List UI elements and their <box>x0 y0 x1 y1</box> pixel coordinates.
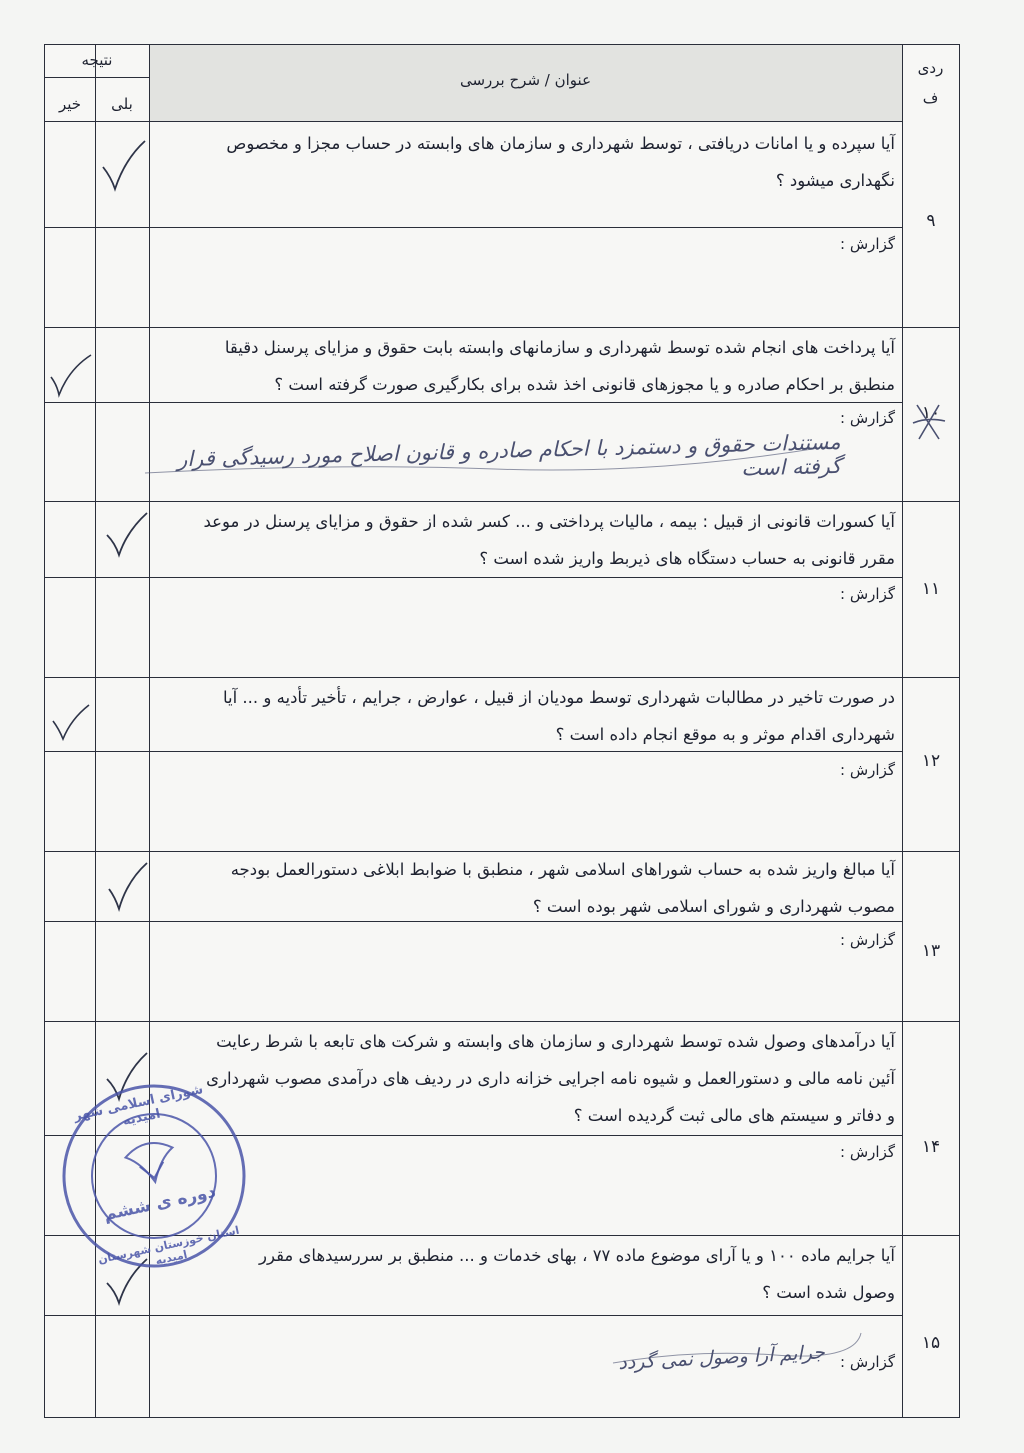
row-number-9: ۹ <box>926 211 936 231</box>
question-line: وصول شده است ؟ <box>762 1283 895 1302</box>
question-text-12 <box>157 679 895 753</box>
question-text-10 <box>157 329 895 403</box>
title-column-header: عنوان / شرح بررسی <box>459 71 592 89</box>
stamp-text-bottom: استان خوزستان شهرستان امیدیه <box>96 1223 241 1268</box>
report-label-11: گزارش : <box>840 585 895 603</box>
handwritten-report-note-15: جرایم آرا وصول نمی گردد <box>617 1341 826 1375</box>
report-label-10: گزارش : <box>840 409 895 427</box>
checkmark-icon <box>103 509 149 559</box>
row-10-bottom-line <box>45 501 959 502</box>
report-label-14: گزارش : <box>840 1143 895 1161</box>
question-line: در صورت تاخیر در مطالبات شهرداری توسط مودیان از قبیل ، عوارض ، جرایم ، تأخیر تأدیه و ... آیا <box>222 688 895 707</box>
row-number-13: ۱۳ <box>921 941 941 961</box>
row-15-divider <box>45 1315 902 1316</box>
report-label-9: گزارش : <box>840 235 895 253</box>
report-label-13: گزارش : <box>840 931 895 949</box>
question-line: مصوب شهرداری و شورای اسلامی شهر بوده است ؟ <box>532 897 895 916</box>
question-line: و دفاتر و سیستم های مالی ثبت گردیده است ؟ <box>573 1106 895 1125</box>
handwritten-report-note-10: مستندات حقوق و دستمزد با احکام صادره و قانون اصلاح مورد رسیدگی قرار گرفته است <box>176 429 842 481</box>
question-line: آئین نامه مالی و دستورالعمل و شیوه نامه اجرایی خزانه داری در ردیف های درآمدی مصوب شهرداری <box>206 1069 895 1088</box>
row-9-divider <box>45 227 902 228</box>
row-number-10: ۱۰ <box>921 403 941 423</box>
row-column-header-line2: ف <box>922 89 939 107</box>
row-13-bottom-line <box>45 1021 959 1022</box>
row-11-bottom-line <box>45 677 959 678</box>
question-line: مقرر قانونی به حساب دستگاه های ذیربط واریز شده است ؟ <box>479 549 895 568</box>
handwriting-stroke <box>135 433 835 483</box>
question-line: آیا جرایم ماده ۱۰۰ و یا آرای موضوع ماده ۷۷ ، بهای خدمات و ... منطبق بر سررسیدهای مقرر <box>259 1246 895 1265</box>
handwriting-stroke <box>605 1329 865 1369</box>
question-line: نگهداری میشود ؟ <box>775 171 895 190</box>
report-label-12: گزارش : <box>840 761 895 779</box>
row-number-15: ۱۵ <box>921 1333 941 1353</box>
question-line: آیا پرداخت های انجام شده توسط شهرداری و سازمانهای وابسته بابت حقوق و مزایای پرسنل دقیقا <box>224 338 895 357</box>
result-column-header: نتیجه <box>81 51 113 69</box>
row-9-bottom-line <box>45 327 959 328</box>
row-11-divider <box>45 577 902 578</box>
result-subheader-line <box>45 77 149 78</box>
yes-column-header: بلی <box>111 95 133 113</box>
question-text-9 <box>157 125 895 199</box>
question-line: آیا مبالغ واریز شده به حساب شوراهای اسلامی شهر ، منطبق با ضوابط ابلاغی دستورالعمل بودجه <box>230 860 895 879</box>
no-column-header: خیر <box>58 95 82 113</box>
question-line: آیا کسورات قانونی از قبیل : بیمه ، مالیات پرداختی و ... کسر شده از حقوق و مزایای پرسنل در موعد <box>203 512 895 531</box>
header-bottom-line <box>45 121 902 122</box>
question-text-11 <box>157 503 895 577</box>
handwritten-margin-mark <box>909 399 949 445</box>
checkmark-icon <box>99 137 147 193</box>
question-line: شهرداری اقدام موثر و به موقع انجام داده است ؟ <box>555 725 895 744</box>
question-line: آیا درآمدهای وصول شده توسط شهرداری و سازمان های وابسته و شرکت های تابعه با شرط رعایت <box>216 1032 895 1051</box>
row-number-11: ۱۱ <box>921 579 941 599</box>
question-text-13 <box>157 851 895 925</box>
checkmark-icon <box>49 701 93 745</box>
checkmark-icon <box>105 859 149 913</box>
column-divider-title-rownum <box>902 45 903 1417</box>
row-number-12: ۱۲ <box>921 751 941 771</box>
question-text-14 <box>157 1023 895 1134</box>
row-column-header-line1: ردی <box>917 59 944 77</box>
question-line: آیا سپرده و یا امانات دریافتی ، توسط شهرداری و سازمان های وابسته در حساب مجزا و مخصوص <box>226 134 895 153</box>
stamp-text-mid: دوره ی ششم <box>102 1181 218 1226</box>
row-number-14: ۱۴ <box>921 1137 941 1157</box>
report-label-15: گزارش : <box>840 1353 895 1371</box>
question-line: منطبق بر احکام صادره و یا مجوزهای قانونی اخذ شده برای بکارگیری صورت گرفته است ؟ <box>274 375 895 394</box>
checkmark-icon <box>47 349 93 399</box>
question-text-15 <box>157 1237 895 1311</box>
stamp-text-top: شورای اسلامی شهر امیدیه <box>72 1082 205 1130</box>
official-stamp <box>43 1065 266 1288</box>
